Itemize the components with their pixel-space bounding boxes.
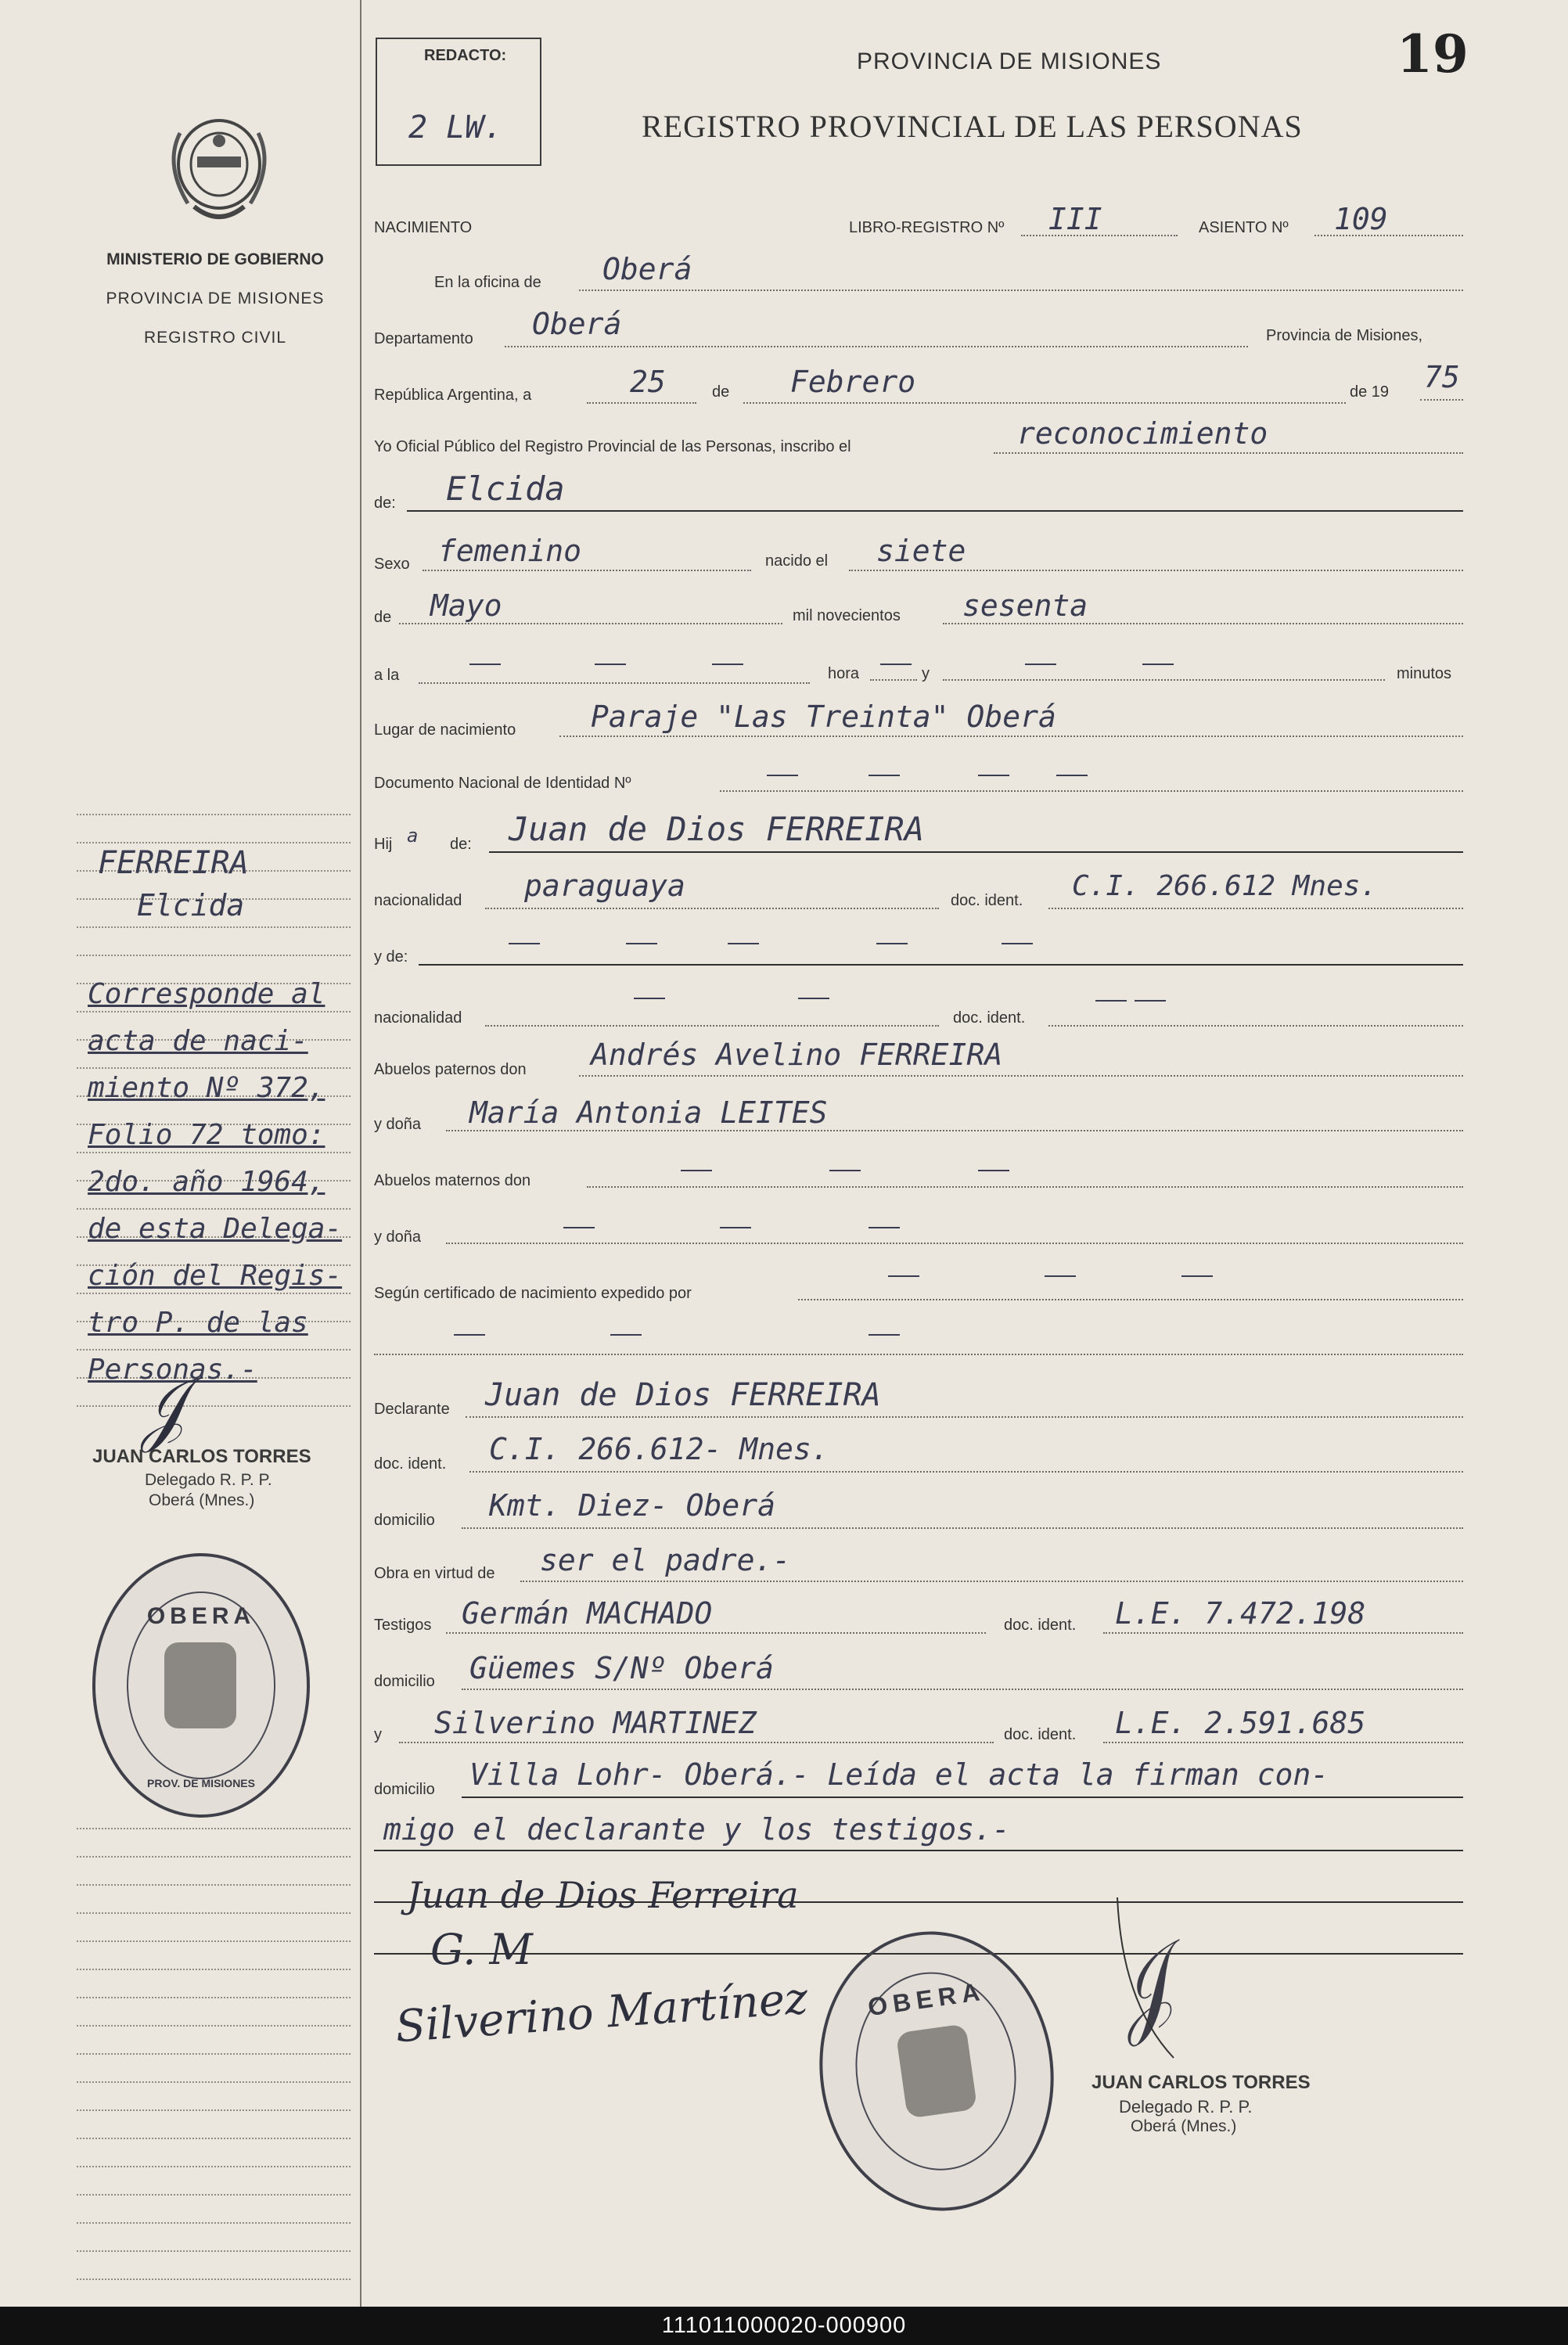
domicilio-t2-label: domicilio — [374, 1781, 435, 1798]
rule-line — [489, 851, 1463, 853]
documento-dash — [869, 775, 900, 776]
margin-rule-line — [77, 1067, 351, 1069]
segun-dash — [888, 1275, 919, 1277]
fill-line — [1103, 1742, 1463, 1743]
fill-line — [374, 1354, 1463, 1355]
anio-value: 75 — [1424, 360, 1460, 394]
y-dona-materna-label: y doña — [374, 1228, 422, 1246]
fill-line — [469, 1471, 1463, 1473]
segun-dash — [1045, 1275, 1076, 1277]
fill-line — [1420, 399, 1463, 401]
redacto-label: REDACTO: — [424, 47, 507, 64]
page-number: 19 — [1397, 23, 1469, 85]
asiento-value: 109 — [1334, 202, 1388, 236]
a-la-dash — [469, 664, 501, 665]
fill-line — [720, 790, 1463, 792]
signature-declarante: Juan de Dios Ferreira — [407, 1874, 799, 1916]
segun-dash-2 — [454, 1334, 485, 1336]
y-de-dash — [509, 943, 540, 944]
y-de-label: y de: — [374, 948, 408, 966]
y-de-dash — [728, 943, 759, 944]
declarante-label: Declarante — [374, 1401, 450, 1418]
footer-bar — [0, 2307, 1568, 2345]
minutos-label: minutos — [1397, 665, 1452, 682]
margin-note-line: 2do. año 1964, — [88, 1166, 325, 1198]
de19-label: de 19 — [1350, 383, 1390, 401]
fill-line — [1314, 235, 1463, 236]
acto-value: reconocimiento — [1017, 416, 1268, 451]
fill-line — [462, 1689, 1463, 1690]
margin-note-line: miento Nº 372, — [88, 1072, 325, 1104]
bottom-stamp-title: Delegado R. P. P. — [1119, 2097, 1253, 2117]
de-colon-label: de: — [374, 495, 396, 512]
oficial-label: Yo Oficial Público del Registro Provincial de las Personas, inscribo el — [374, 438, 851, 455]
bottom-stamp-place: Oberá (Mnes.) — [1131, 2117, 1237, 2135]
margin-divider — [360, 0, 361, 2307]
margin-rule-line — [77, 1997, 351, 1998]
y-de-dash — [1002, 943, 1033, 944]
hij-suffix: a — [407, 825, 419, 847]
fill-line — [1103, 1632, 1463, 1634]
ab-pat-don-value: Andrés Avelino FERREIRA — [591, 1038, 1003, 1072]
fill-line — [1021, 235, 1178, 236]
mil-label: mil novecientos — [793, 607, 901, 624]
margin-note-line: Folio 72 tomo: — [88, 1119, 325, 1151]
segun-dash-2 — [869, 1334, 900, 1336]
nacionalidad-label: nacionalidad — [374, 892, 462, 909]
departamento-value: Oberá — [532, 307, 622, 341]
y-de-dash — [876, 943, 908, 944]
provincia-label: Provincia de Misiones, — [1266, 327, 1423, 344]
registry-title: REGISTRO PROVINCIAL DE LAS PERSONAS — [642, 109, 1303, 144]
dom-testigo2-value: Villa Lohr- Oberá.- Leída el acta la firman con- — [469, 1757, 1329, 1792]
margin-rule-line — [77, 2025, 351, 2027]
segun-dash — [1181, 1275, 1213, 1277]
barcode-number: 111011000020-000900 — [661, 2313, 907, 2338]
fill-line — [446, 1243, 1463, 1244]
nac-padre-value: paraguaya — [524, 869, 685, 903]
margin-rule-line — [77, 2109, 351, 2111]
pen-stroke — [1111, 1894, 1181, 2066]
hij-de-label: de: — [450, 836, 472, 853]
fill-line — [579, 1075, 1463, 1077]
rule-line — [419, 964, 1463, 966]
republica-label: República Argentina, a — [374, 387, 532, 404]
doc-ident-t1-label: doc. ident. — [1004, 1617, 1077, 1634]
rule-line — [462, 1797, 1463, 1798]
doc-ident-t2-label: doc. ident. — [1004, 1726, 1077, 1743]
fill-line — [559, 736, 1463, 737]
fill-line — [399, 1742, 994, 1743]
bottom-stamp-name: JUAN CARLOS TORRES — [1091, 2072, 1311, 2093]
ab-paternos-label: Abuelos paternos don — [374, 1061, 527, 1078]
ab-mat-dash — [978, 1170, 1009, 1171]
seal-bottom-text: PROV. DE MISIONES — [147, 1777, 255, 1789]
fill-line — [943, 679, 1385, 681]
a-la-dash — [712, 664, 743, 665]
margin-note-line: Personas.- — [88, 1354, 257, 1386]
nac-madre-dash — [798, 998, 829, 999]
minutos-dash — [1025, 664, 1056, 665]
margin-rule-line — [77, 1828, 351, 1829]
fill-line — [419, 682, 810, 684]
dia-nac-value: siete — [876, 534, 966, 568]
margin-rule-line — [77, 1405, 351, 1407]
documento-dash — [978, 775, 1009, 776]
fill-line — [579, 290, 1463, 291]
rule-line — [407, 510, 1463, 512]
margin-rule-line — [77, 926, 351, 928]
margin-note-line: ción del Regis- — [88, 1260, 343, 1292]
margin-rule-line — [77, 1349, 351, 1351]
dona-mat-dash — [720, 1227, 751, 1228]
fill-line — [485, 908, 939, 909]
dona-mat-dash — [869, 1227, 900, 1228]
hora-label: hora — [828, 665, 860, 682]
margin-note-line: de esta Delega- — [88, 1213, 343, 1245]
fill-line — [505, 346, 1248, 347]
fill-line — [1048, 908, 1463, 909]
margin-rule-line — [77, 1208, 351, 1210]
sexo-value: femenino — [438, 534, 582, 568]
fill-line — [466, 1416, 1463, 1418]
documento-label: Documento Nacional de Identidad Nº — [374, 775, 631, 792]
fill-line — [849, 570, 1463, 571]
sexo-label: Sexo — [374, 556, 410, 573]
obra-label: Obra en virtud de — [374, 1565, 495, 1582]
segun-label: Según certificado de nacimiento expedido por — [374, 1285, 692, 1302]
margin-note-line: Corresponde al — [88, 978, 325, 1010]
y-dona-label: y doña — [374, 1116, 422, 1133]
fill-line — [462, 1527, 1463, 1529]
margin-official-name: JUAN CARLOS TORRES — [92, 1446, 311, 1467]
ministry-label: MINISTERIO DE GOBIERNO — [106, 250, 324, 268]
civil-registry-label: REGISTRO CIVIL — [143, 329, 287, 347]
padre-value: Juan de Dios FERREIRA — [509, 810, 925, 848]
departamento-label: Departamento — [374, 330, 473, 347]
lugar-label: Lugar de nacimiento — [374, 721, 516, 739]
nacimiento-label: NACIMIENTO — [374, 219, 473, 236]
province-title: PROVINCIA DE MISIONES — [857, 49, 1162, 74]
margin-signature: 𝒥 — [130, 1365, 192, 1455]
ab-mat-dash — [829, 1170, 861, 1171]
fill-line — [446, 1632, 986, 1634]
coat-of-arms-icon — [156, 110, 282, 239]
doc-testigo2-value: L.E. 2.591.685 — [1115, 1706, 1366, 1740]
margin-note-line: tro P. de las — [88, 1307, 308, 1339]
hij-label: Hij — [374, 836, 393, 853]
y-de-dash — [626, 943, 657, 944]
bottom-seal — [802, 1916, 1072, 2226]
closing-value: migo el declarante y los testigos.- — [383, 1812, 1010, 1847]
fill-line — [587, 402, 696, 404]
fill-line — [587, 1186, 1463, 1188]
nacido-label: nacido el — [765, 552, 829, 570]
doc-padre-value: C.I. 266.612 Mnes. — [1072, 870, 1378, 902]
oficina-label: En la oficina de — [434, 274, 541, 291]
dom-testigo1-value: Güemes S/Nº Oberá — [469, 1651, 774, 1685]
margin-official-title: Delegado R. P. P. — [145, 1471, 272, 1489]
fill-line — [994, 452, 1463, 454]
margin-rule-line — [77, 1293, 351, 1294]
margin-rule-line — [77, 814, 351, 815]
margin-official-place: Oberá (Mnes.) — [149, 1491, 255, 1509]
doc-testigo1-value: L.E. 7.472.198 — [1115, 1596, 1366, 1631]
de-label: de — [712, 383, 730, 401]
signature-initials: G. M — [430, 1925, 533, 1974]
margin-rule-line — [77, 2138, 351, 2139]
doc-madre-dash — [1135, 1000, 1166, 1002]
margin-rule-line — [77, 1152, 351, 1153]
declarante-value: Juan de Dios FERREIRA — [485, 1377, 881, 1413]
margin-rule-line — [77, 1940, 351, 1942]
asiento-label: ASIENTO Nº — [1199, 219, 1289, 236]
fill-line — [870, 679, 917, 681]
bottom-stamp-signature: 𝒥 — [1092, 1933, 1189, 2049]
testigo2-value: Silverino MARTINEZ — [434, 1706, 757, 1740]
margin-rule-line — [77, 2166, 351, 2167]
y-t2-label: y — [374, 1726, 382, 1743]
margin-seal — [92, 1553, 310, 1818]
nacionalidad-madre-label: nacionalidad — [374, 1009, 462, 1027]
rule-line — [374, 1850, 1463, 1851]
fill-line — [446, 1130, 1463, 1131]
segun-dash-2 — [610, 1334, 642, 1336]
margin-given-name: Elcida — [137, 888, 245, 923]
doc-ident-label: doc. ident. — [951, 892, 1023, 909]
doc-ident-declarante-label: doc. ident. — [374, 1455, 447, 1473]
margin-surname: FERREIRA — [98, 845, 249, 881]
dia-value: 25 — [630, 365, 666, 399]
fill-line — [399, 623, 782, 624]
doc-ident-madre-label: doc. ident. — [953, 1009, 1026, 1027]
margin-rule-line — [77, 1011, 351, 1012]
margin-rule-line — [77, 955, 351, 956]
documento-dash — [767, 775, 798, 776]
libro-label: LIBRO-REGISTRO Nº — [849, 219, 1005, 236]
province-label-left: PROVINCIA DE MISIONES — [106, 290, 325, 308]
margin-rule-line — [77, 2222, 351, 2224]
ab-mat-dash — [681, 1170, 712, 1171]
y-label: y — [922, 665, 930, 682]
anio-nac-value: sesenta — [962, 588, 1088, 623]
libro-value: III — [1048, 202, 1102, 236]
margin-rule-line — [77, 2081, 351, 2083]
nac-madre-dash — [634, 998, 665, 999]
margin-rule-line — [77, 1856, 351, 1858]
margin-rule-line — [77, 2194, 351, 2196]
redacto-value: 2 LW. — [408, 110, 503, 146]
testigos-label: Testigos — [374, 1617, 432, 1634]
fill-line — [798, 1299, 1463, 1300]
bottom-seal-town: OBERA — [866, 1976, 987, 2022]
dona-mat-dash — [563, 1227, 595, 1228]
a-la-label: a la — [374, 667, 400, 684]
ab-maternos-label: Abuelos maternos don — [374, 1172, 531, 1189]
a-la-dash — [595, 664, 626, 665]
documento-dash — [1056, 775, 1088, 776]
margin-note-line: acta de naci- — [88, 1025, 308, 1057]
fill-line — [743, 402, 1346, 404]
margin-rule-line — [77, 2250, 351, 2252]
seal-town: OBERA — [146, 1603, 256, 1629]
signature-testigo: Silverino Martínez — [394, 1973, 810, 2053]
domicilio-t1-label: domicilio — [374, 1673, 435, 1690]
domicilio-label: domicilio — [374, 1512, 435, 1529]
mes-value: Febrero — [790, 365, 916, 399]
margin-rule-line — [77, 1969, 351, 1970]
margin-rule-line — [77, 1912, 351, 1914]
fill-line — [943, 623, 1463, 624]
doc-madre-dash — [1095, 1000, 1127, 1002]
mes-nac-value: Mayo — [430, 588, 502, 623]
margin-rule-line — [77, 2278, 351, 2280]
margin-rule-line — [77, 1884, 351, 1886]
fill-line — [485, 1025, 939, 1027]
minutos-dash — [1142, 664, 1174, 665]
fill-line — [520, 1581, 1463, 1582]
margin-rule-line — [77, 2053, 351, 2055]
oficina-value: Oberá — [602, 252, 692, 286]
fill-line — [423, 570, 751, 571]
ab-pat-dona-value: María Antonia LEITES — [469, 1095, 828, 1130]
margin-rule-line — [77, 842, 351, 843]
redacto-box — [376, 38, 541, 166]
obra-value: ser el padre.- — [540, 1543, 791, 1577]
testigo1-value: Germán MACHADO — [462, 1596, 713, 1631]
hora-dash — [880, 664, 912, 665]
nombre-value: Elcida — [446, 469, 565, 508]
doc-declarante-value: C.I. 266.612- Mnes. — [489, 1432, 829, 1466]
dom-declarante-value: Kmt. Diez- Oberá — [489, 1488, 776, 1523]
fill-line — [1048, 1025, 1463, 1027]
lugar-value: Paraje "Las Treinta" Oberá — [591, 700, 1056, 734]
de-word-label: de — [374, 609, 392, 626]
